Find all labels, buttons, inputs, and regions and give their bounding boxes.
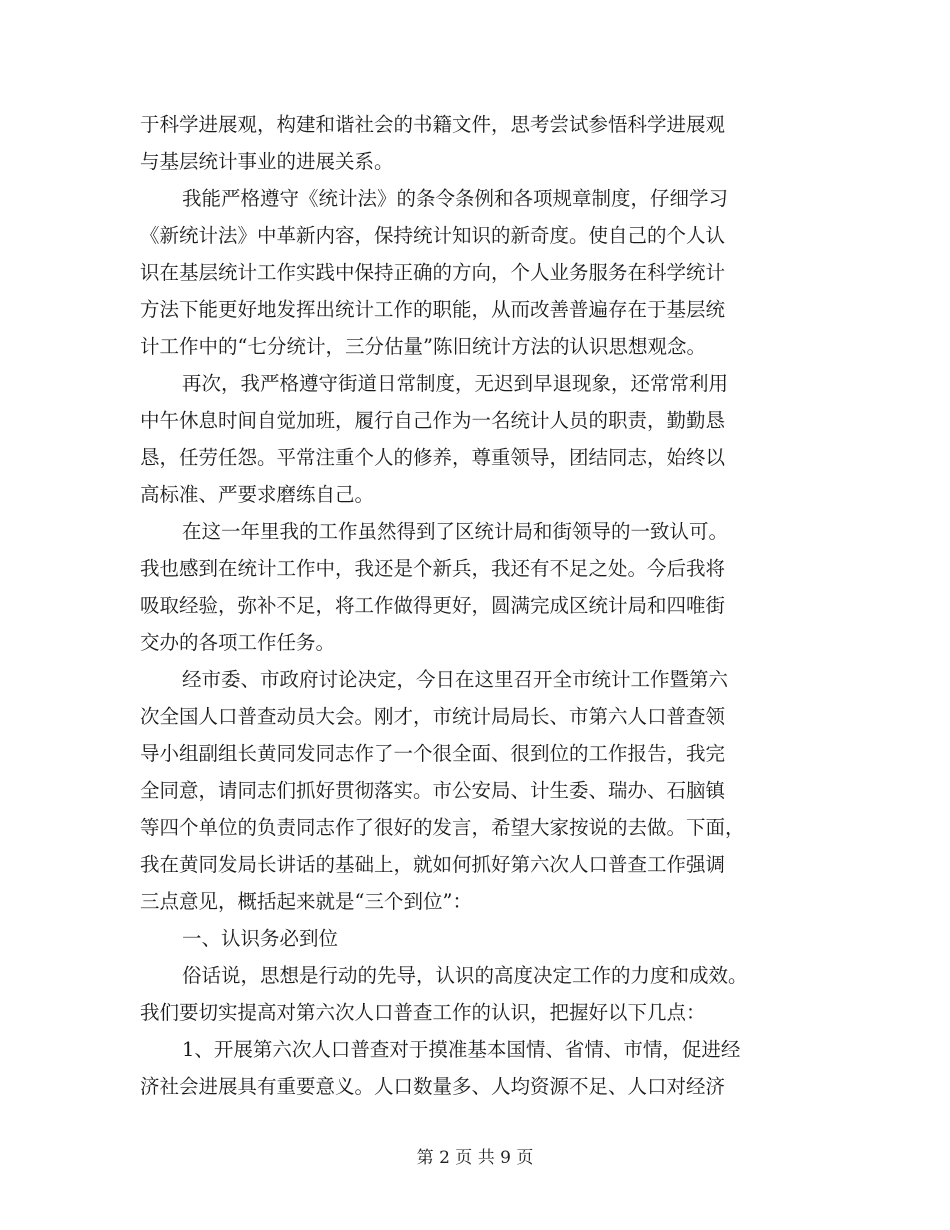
- text-line: 吸取经验，弥补不足，将工作做得更好，圆满完成区统计局和四唯街: [140, 594, 726, 617]
- text-line: 导小组副组长黄同发同志作了一个很全面、很到位的工作报告，我完: [140, 742, 726, 765]
- text-line: 识在基层统计工作实践中保持正确的方向，个人业务服务在科学统计: [140, 261, 726, 284]
- text-line: 一、认识务必到位: [182, 927, 339, 950]
- text-line: 次全国人口普查动员大会。刚才，市统计局局长、市第六人口普查领: [140, 705, 726, 728]
- text-line: 我在黄同发局长讲话的基础上，就如何抓好第六次人口普查工作强调: [140, 853, 726, 876]
- text-line: 交办的各项工作任务。: [140, 631, 336, 654]
- text-line: 经市委、市政府讨论决定，今日在这里召开全市统计工作暨第六: [182, 668, 729, 691]
- text-line: 在这一年里我的工作虽然得到了区统计局和街领导的一致认可。: [182, 520, 729, 543]
- text-line: 三点意见，概括起来就是“三个到位”：: [140, 890, 472, 913]
- text-line: 与基层统计事业的进展关系。: [140, 150, 394, 173]
- text-line: 《新统计法》中革新内容，保持统计知识的新奇度。使自己的个人认: [140, 224, 726, 247]
- text-line: 我们要切实提高对第六次人口普查工作的认识，把握好以下几点：: [140, 1001, 706, 1024]
- text-line: 于科学进展观，构建和谐社会的书籍文件，思考尝试参悟科学进展观: [140, 113, 726, 136]
- page-footer: 第 2 页 共 9 页: [416, 1148, 534, 1168]
- text-line: 济社会进展具有重要意义。人口数量多、人均资源不足、人口对经济: [140, 1075, 726, 1098]
- text-line: 恳，任劳任怨。平常注重个人的修养，尊重领导，团结同志，始终以: [140, 446, 726, 469]
- text-line: 再次，我严格遵守街道日常制度，无迟到早退现象，还常常利用: [182, 372, 729, 395]
- text-line: 计工作中的“七分统计，三分估量”陈旧统计方法的认识思想观念。: [140, 335, 706, 358]
- text-line: 俗话说，思想是行动的先导，认识的高度决定工作的力度和成效。: [182, 964, 748, 987]
- text-line: 高标准、严要求磨练自己。: [140, 483, 375, 506]
- document-body: [140, 106, 810, 1105]
- text-line: 我也感到在统计工作中，我还是个新兵，我还有不足之处。今后我将: [140, 557, 726, 580]
- text-line: 等四个单位的负责同志作了很好的发言，希望大家按说的去做。下面，: [140, 816, 745, 839]
- text-line: 1、开展第六次人口普查对于摸准基本国情、省情、市情，促进经: [182, 1038, 741, 1061]
- text-line: 方法下能更好地发挥出统计工作的职能，从而改善普遍存在于基层统: [140, 298, 726, 321]
- text-line: 中午休息时间自觉加班，履行自己作为一名统计人员的职责，勤勤恳: [140, 409, 726, 432]
- text-line: 我能严格遵守《统计法》的条令条例和各项规章制度，仔细学习: [182, 187, 729, 210]
- text-line: 全同意，请同志们抓好贯彻落实。市公安局、计生委、瑞办、石脑镇: [140, 779, 726, 802]
